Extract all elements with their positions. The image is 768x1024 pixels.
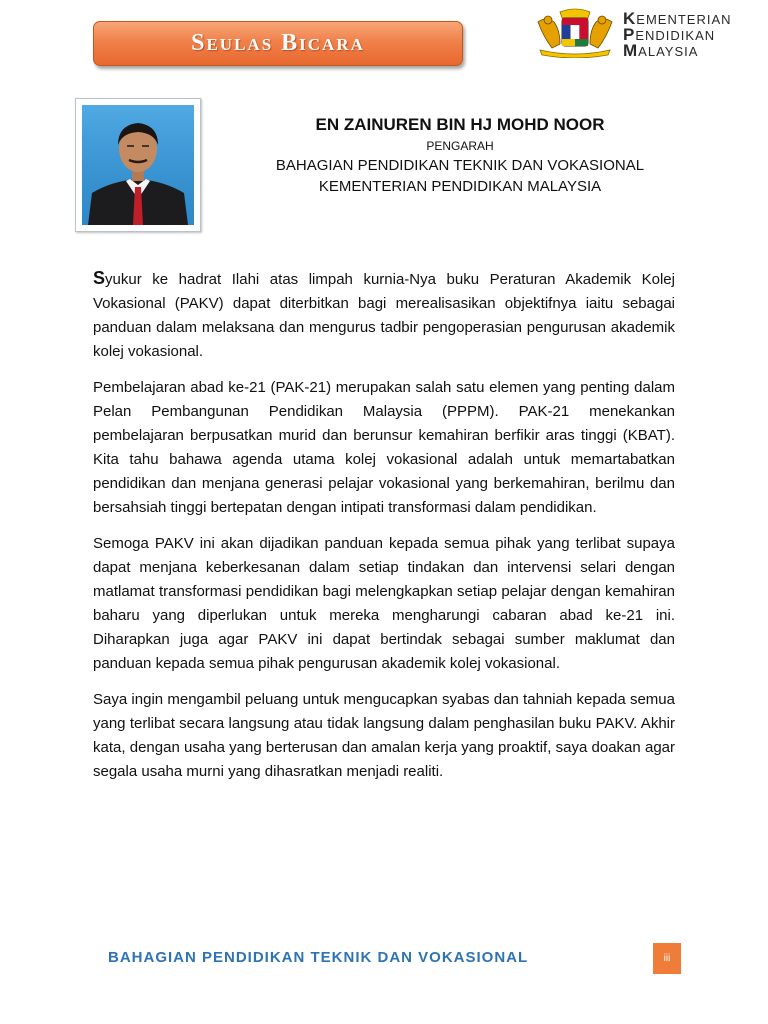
message-body: [93, 266, 675, 796]
section-banner: [93, 21, 463, 66]
page-number-badge: [653, 943, 681, 974]
author-department: BAHAGIAN PENDIDIKAN TEKNIK DAN VOKASIONAL: [275, 157, 645, 174]
paragraph-4: Saya ingin mengambil peluang untuk mengucapkan syabas dan tahniah kepada semua yang terlibat secara langsung atau tidak langsung dalam penghasilan buku PAKV. Akhir kata, dengan usaha yang berterusan dan amalan kerja yang proaktif, saya doakan agar segala usaha murni yang dihasratkan menjadi realiti.: [93, 691, 675, 780]
drop-cap: S: [93, 268, 106, 288]
ministry-line-3: MALAYSIA: [623, 41, 699, 60]
portrait-illustration: [82, 105, 194, 225]
page-number: iii: [663, 953, 671, 964]
portrait-photo: [75, 98, 201, 232]
paragraph-1: [93, 266, 675, 364]
paragraph-3: Semoga PAKV ini akan dijadikan panduan kepada semua pihak yang terlibat supaya dapat menjana keberkesanan dalam setiap tindakan dan intervensi selari dengan matlamat transformasi pendidikan bagi melengkapkan setiap pelajar dengan kemahiran baharu yang diperlukan untuk mereka mengharungi cabaran abad ke-21 ini. Diharapkan juga agar PAKV ini dapat bertindak sebagai sumber maklumat dan panduan kepada semua pihak pengurusan akademik kolej vokasional.: [93, 535, 675, 672]
paragraph-1-text: yukur ke hadrat Ilahi atas limpah kurnia-Nya buku Peraturan Akademik Kolej Vokasional (PAKV) dapat diterbitkan bagi merealisasikan objektifnya iaitu sebagai panduan dalam melaksana dan mengurus tadbir pengoperasian pengurusan akademik kolej vokasional.: [93, 271, 675, 360]
ministry-line-2: PENDIDIKAN: [623, 25, 716, 44]
author-role: PENGARAH: [426, 139, 494, 153]
author-ministry: KEMENTERIAN PENDIDIKAN MALAYSIA: [318, 178, 602, 195]
ministry-name: [623, 11, 732, 59]
ministry-line-1: KEMENTERIAN: [623, 9, 732, 28]
paragraph-2: Pembelajaran abad ke-21 (PAK-21) merupakan salah satu elemen yang penting dalam Pelan Pembangunan Pendidikan Malaysia (PPPM). PAK-21 menekankan pembelajaran berpusatkan murid dan berunsur kemahiran berfikir aras tinggi (KBAT). Kita tahu bahawa agenda utama kolej vokasional adalah untuk memartabatkan pendidikan dan menjana generasi pelajar vokasional yang berkemahiran, berilmu dan bersahsiah tinggi bertepatan dengan intipati transformasi dalam pendidikan.: [93, 379, 675, 516]
footer-department: BAHAGIAN PENDIDIKAN TEKNIK DAN VOKASIONAL: [108, 949, 529, 966]
malaysia-coat-of-arms-icon: [530, 8, 620, 58]
banner-title: Seulas Bicara: [191, 30, 365, 56]
author-header: [250, 114, 670, 197]
author-name: EN ZAINUREN BIN HJ MOHD NOOR: [315, 115, 605, 134]
